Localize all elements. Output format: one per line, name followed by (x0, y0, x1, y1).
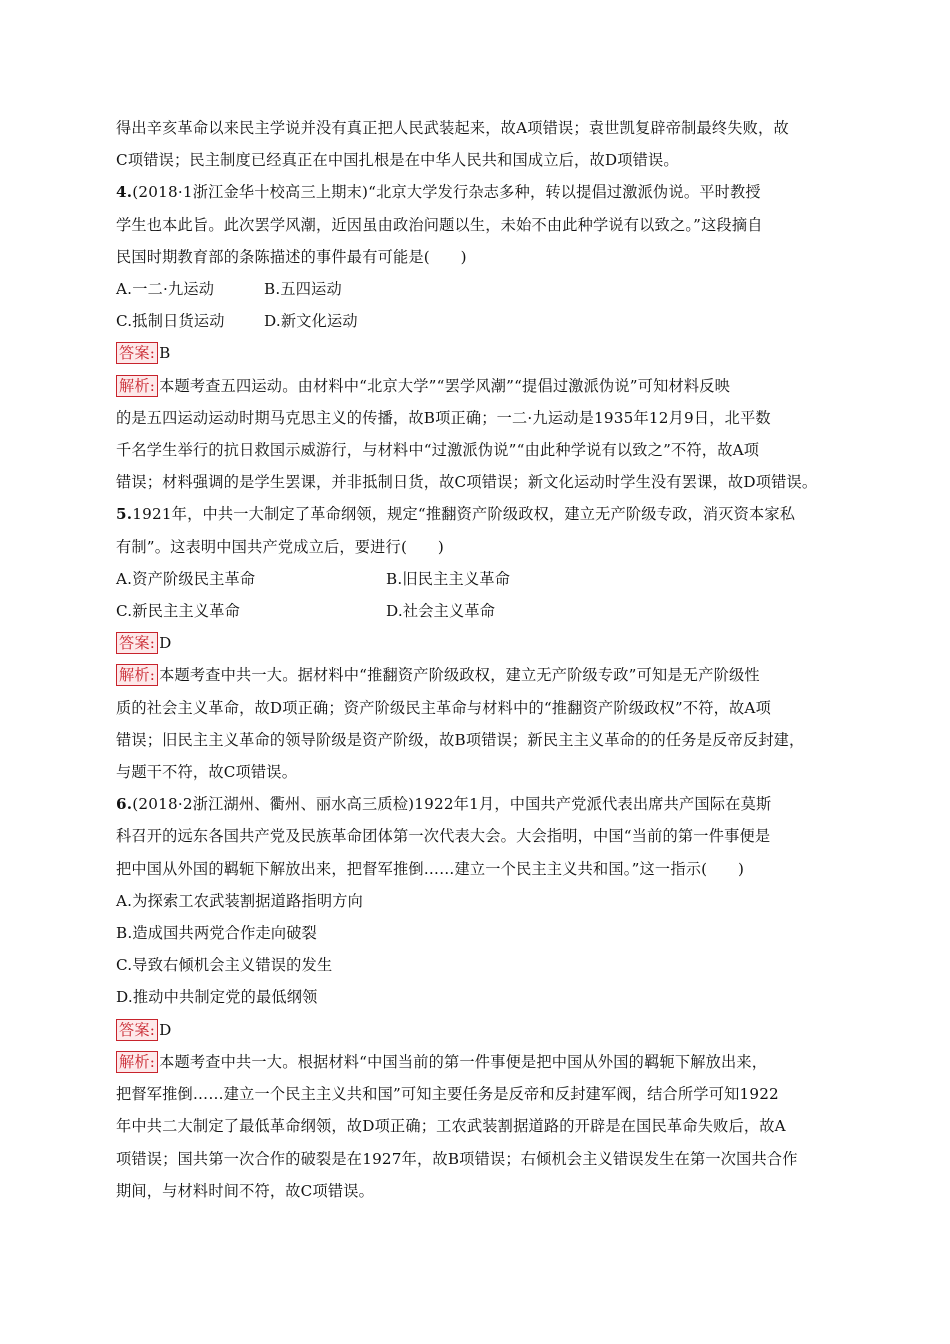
q6-option-a: A.为探索工农武装割据道路指明方向 (116, 891, 364, 910)
q5-analysis-text: 本题考查中共一大。据材料中“推翻资产阶级政权，建立无产阶级专政”可知是无产阶级性 (159, 666, 760, 685)
q5-analysis-line: 质的社会主义革命，故D项正确；资产阶级民主革命与材料中的“推翻资产阶级政权”不符，故A项 (116, 698, 771, 717)
q5-analysis-line: 与题干不符，故C项错误。 (116, 763, 298, 782)
q5-stem-line (116, 498, 836, 530)
document-page (116, 112, 836, 1207)
q6-option-d: D.推动中共制定党的最低纲领 (116, 988, 318, 1007)
q6-analysis-line (116, 1046, 836, 1078)
q5-options-row (116, 595, 836, 627)
q4-analysis-line: 千名学生举行的抗日救国示威游行，与材料中“过激派伪说”“由此种学说有以致之”不符，故A项 (116, 441, 760, 460)
answer-label: 答案: (116, 1019, 158, 1041)
q5-answer (116, 627, 836, 659)
q6-option-c: C.导致右倾机会主义错误的发生 (116, 956, 333, 975)
q4-answer (116, 337, 836, 369)
q5-stem-text: 1921年，中共一大制定了革命纲领，规定“推翻资产阶级政权，建立无产阶级专政，消灭资本家私 (132, 505, 796, 524)
q4-option-b: B.五四运动 (264, 280, 342, 299)
q4-option-d: D.新文化运动 (264, 312, 358, 331)
q6-stem-line: 科召开的远东各国共产党及民族革命团体第一次代表大会。大会指明，中国“当前的第一件事便是 (116, 827, 771, 846)
q4-options-row (116, 305, 836, 337)
q4-stem-line: 学生也本此旨。此次罢学风潮，近因虽由政治问题以生，未始不由此种学说有以致之。”这段摘自 (116, 215, 763, 234)
q5-answer-value: D (159, 634, 172, 653)
q4-analysis-line: 的是五四运动运动时期马克思主义的传播，故B项正确；一二·九运动是1935年12月9日，北平数 (116, 408, 771, 427)
answer-label: 答案: (116, 342, 158, 364)
q5-stem-line: 有制”。这表明中国共产党成立后，要进行( ) (116, 537, 444, 556)
q4-option-c: C.抵制日货运动 (116, 312, 225, 331)
q4-analysis-line (116, 370, 836, 402)
q5-options-row (116, 563, 836, 595)
analysis-label: 解析: (116, 1051, 158, 1073)
q6-analysis-line: 期间，与材料时间不符，故C项错误。 (116, 1181, 375, 1200)
q6-analysis-line: 把督军推倒……建立一个民主主义共和国”可知主要任务是反帝和反封建军阀，结合所学可知1922 (116, 1085, 779, 1104)
q6-analysis-text: 本题考查中共一大。根据材料“中国当前的第一件事便是把中国从外国的羁轭下解放出来， (159, 1052, 768, 1071)
q3-analysis-line: C项错误；民主制度已经真正在中国扎根是在中华人民共和国成立后，故D项错误。 (116, 151, 679, 170)
q6-analysis-line: 项错误；国共第一次合作的破裂是在1927年，故B项错误；右倾机会主义错误发生在第一次国共合作 (116, 1149, 798, 1168)
q4-analysis-line: 错误；材料强调的是学生罢课，并非抵制日货，故C项错误；新文化运动时学生没有罢课，故D项错误。 (116, 473, 818, 492)
q5-option-c: C.新民主主义革命 (116, 602, 241, 621)
q5-option-a: A.资产阶级民主革命 (116, 569, 256, 588)
q6-stem-line: 把中国从外国的羁轭下解放出来，把督军推倒……建立一个民主主义共和国。”这一指示( ) (116, 859, 745, 878)
q4-analysis-text: 本题考查五四运动。由材料中“北京大学”“罢学风潮”“提倡过激派伪说”可知材料反映 (159, 376, 731, 395)
q5-analysis-line (116, 659, 836, 691)
q6-answer (116, 1014, 836, 1046)
q6-option-b: B.造成国共两党合作走向破裂 (116, 924, 318, 943)
q6-number: 6. (116, 795, 133, 814)
q5-option-d: D.社会主义革命 (386, 602, 496, 621)
q6-analysis-line: 年中共二大制定了最低革命纲领，故D项正确；工农武装割据道路的开辟是在国民革命失败后，故A (116, 1117, 786, 1136)
q5-analysis-line: 错误；旧民主主义革命的领导阶级是资产阶级，故B项错误；新民主主义革命的的任务是反帝反封建， (116, 730, 805, 749)
q4-stem-line: 民国时期教育部的条陈描述的事件最有可能是( ) (116, 247, 467, 266)
q4-stem-text: (2018·1浙江金华十校高三上期末)“北京大学发行杂志多种，转以提倡过激派伪说。平时教授 (132, 183, 761, 202)
q4-stem-line (116, 176, 836, 208)
analysis-label: 解析: (116, 375, 158, 397)
q6-stem-text: (2018·2浙江湖州、衢州、丽水高三质检)1922年1月，中国共产党派代表出席共产国际在莫斯 (132, 795, 772, 814)
answer-label: 答案: (116, 632, 158, 654)
q4-option-a: A.一二·九运动 (116, 280, 215, 299)
q5-option-b: B.旧民主主义革命 (386, 569, 511, 588)
q4-answer-value: B (159, 344, 171, 363)
q5-number: 5. (116, 505, 133, 524)
q3-analysis-line: 得出辛亥革命以来民主学说并没有真正把人民武装起来，故A项错误；袁世凯复辟帝制最终失败，故 (116, 119, 789, 137)
q6-answer-value: D (159, 1020, 172, 1039)
q6-stem-line (116, 788, 836, 820)
q4-options-row (116, 273, 836, 305)
q4-number: 4. (116, 183, 133, 202)
analysis-label: 解析: (116, 664, 158, 686)
